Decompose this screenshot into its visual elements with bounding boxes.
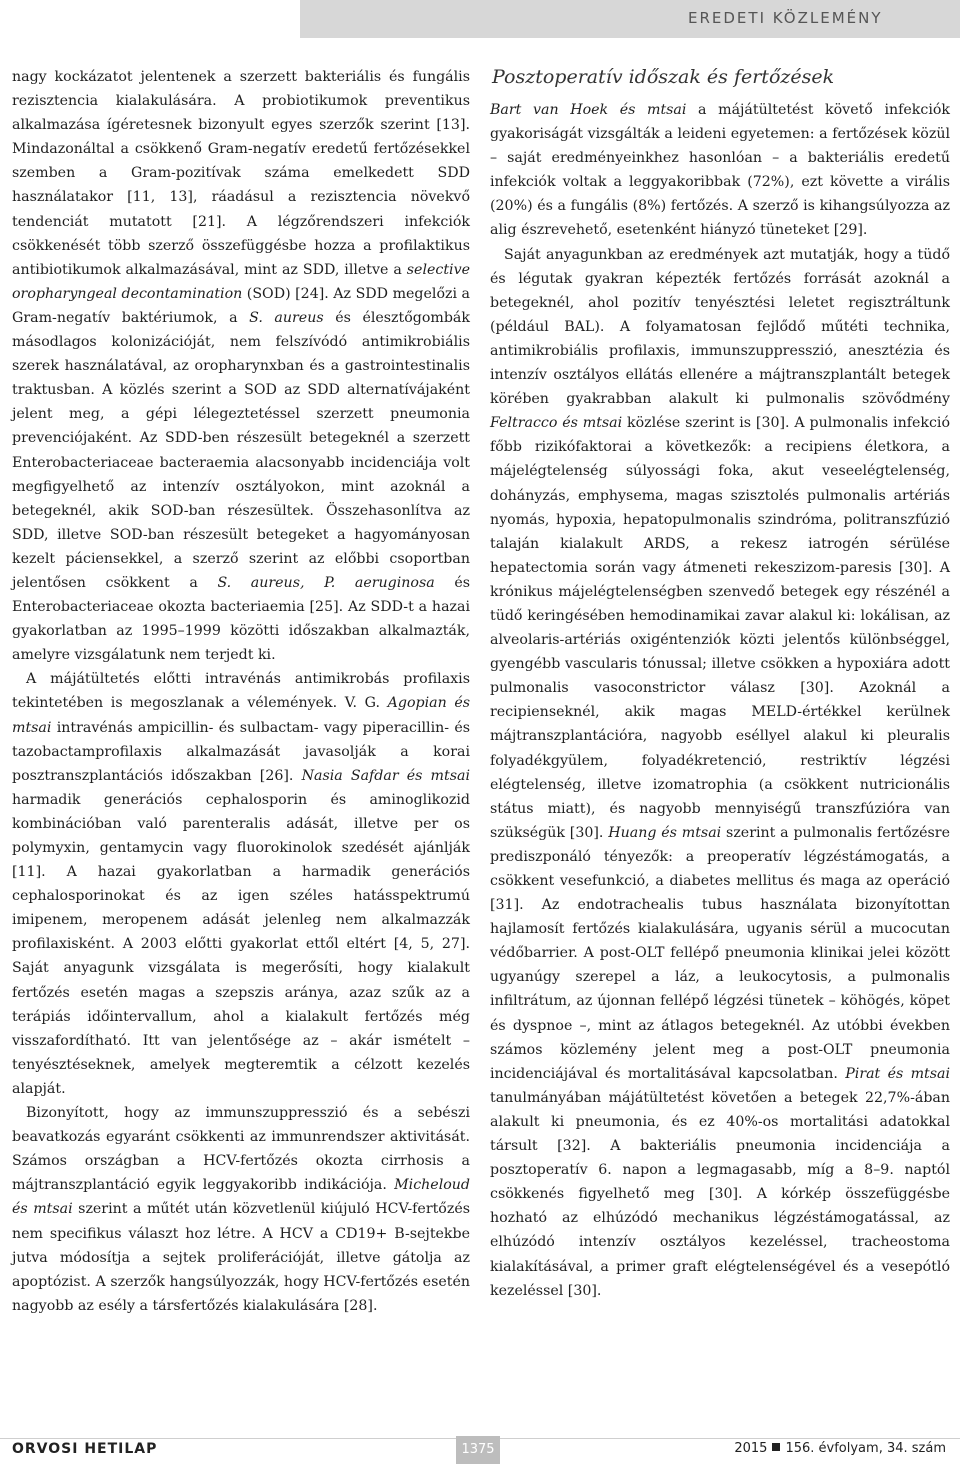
- square-bullet-icon: [772, 1443, 780, 1451]
- paragraph: nagy kockázatot jelentenek a szerzett bakteriális és fungális rezisztencia kialakulására. A probiotikumok preventikus alkalmazása ígéretesnek bizonyult egyes szerzők szerint [13]. Mindazonáltal a csökkenő Gram-negatív eredetű fertőzésekkel szemben a Gram-pozitívak száma emelkedett SDD használatakor [11, 13], ráadásul a rezisztencia növekvő tendenciát mutatott [21]. A légzőrendszeri infekciók csökkenését több szerző összefüggésbe hozza a profilaktikus antibiotikumok alkalmazásával, mint az SDD, illetve a selective oropharyngeal decontamination (SOD) [24]. Az SDD megelőzi a Gram-negatív baktériumok, a S. aureus és élesztőgombák másodlagos kolonizációját, nem felszívódó antimikrobiális szerek használatával, az oropharynxban és a gastrointestinalis traktusban. A közlés szerint a SOD az SDD alternatívájaként jelent meg, a gépi lélegeztetéssel szerzett pneumonia prevenciójaként. Az SDD-ben részesült betegeknél a szerzett Enterobacteriaceae bacteraemia alacsonyabb incidenciája volt megfigyelhető az intenzív osztályokon, mint azoknál a betegeknél, akik SOD-ban részesültek. Összehasonlítva az SDD, illetve SOD-ban részesült betegeket a hagyományosan kezelt páciensekkel, a szerző szerint az előbbi csoportban jelentősen csökkent a S. aureus, P. aeruginosa és Enterobacteriaceae okozta bacteriaemia [25]. Az SDD-t a hazai gyakorlatban az 1995–1999 közötti időszakban alkalmazták, amelyre vizsgálatunk nem terjedt ki.: [12, 69, 471, 664]
- paragraph: Bizonyított, hogy az immunszuppresszió és a sebészi beavatkozás egyaránt csökkenti az immunrendszer aktivitását. Számos országban a HCV-fertőzés okozta cirrhosis a májtranszplantáció egyik leggyakoribb indikációja. Micheloud és mtsai szerint a műtét után közvetlenül kiújuló HCV-fertőzés nem specifikus választ hoz létre. A HCV a CD19+ B-sejtekbe jutva módosítja a sejtek proliferációját, illetve gátolja az apoptózist. A szerzők hangsúlyozzák, hogy HCV-fertőzés esetén nagyobb az esély a társfertőzés kialakulására [28].: [12, 1105, 471, 1314]
- paragraph: A májátültetés előtti intravénás antimikrobás profilaxis tekintetében is megoszlanak a vélemények. V. G. Agopian és mtsai intravénás ampicillin- és sulbactam- vagy piperacillin- és tazobactamprofilaxis alkalmazását javasolják a korai posztranszplantációs időszakban [26]. Nasia Safdar és mtsai harmadik generációs cephalosporin és aminoglikozid kombinációban való parenteralis adását, illetve per os polymyxin, gentamycin vagy fluorokinolok szedését ajánlják [11]. A hazai gyakorlatban a harmadik generációs cephalosporinokat és az igen széles hatásspektrumú imipenem, meropenem adását jelenleg nem alkalmazzák profilaxisként. A 2003 előtti gyakorlat ettől eltért [4, 5, 27]. Saját anyagunk vizsgálata is megerősíti, hogy kialakult fertőzés esetén magas a szepszis aránya, azaz szűk az a terápiás időintervallum, ahol a kialakult fertőzés még visszafordítható. Itt van jelentősége az – akár ismételt – tenyésztéseknek, amelyek megteremtik a célzott kezelés alapját.: [12, 671, 470, 1097]
- left-column: [12, 65, 470, 1318]
- paragraph: Bart van Hoek és mtsai a májátültetést követő infekciók gyakoriságát vizsgálták a leideni egyetemen: a fertőzések közül – saját eredményeinkhez hasonlóan – a bakteriális eredetű infekciók voltak a leggyakoribbak (72%), ezt követte a virális (20%) és a fungális (8%) fertőzés. A szerző is kihangsúlyozza az alig észrevehető, esetenként hiányzó tüneteket [29].: [490, 102, 950, 239]
- page-number: 1375: [461, 1442, 495, 1457]
- right-column: [490, 98, 950, 1303]
- paragraph: Saját anyagunkban az eredmények azt mutatják, hogy a tüdő és légutak gyakran képezték fertőzés forrását azoknál a betegeknél, ahol pozitív tenyésztési leletet regisztráltunk (például BAL). A folyamatosan fejlődő műtéti technika, antimikrobiális profilaxis, immunszuppresszió, anesztézia és intenzív osztályos ellátás ellenére a májtranszplantált betegek körében gyakrabban alakult ki pulmonalis szövődmény Feltracco és mtsai közlése szerint is [30]. A pulmonalis infekció főbb rizikófaktorai a következők: a recipiens életkora, a májelégtelenség súlyossági foka, akut veseelégtelenség, dohányzás, emphysema, magas szisztolés pulmonalis artériás nyomás, hypoxia, hepatopulmonalis szindróma, politranszfúzió talaján kialakult ARDS, a rekesz iatrogén sérülése hepatectomia során vagy átmeneti rekeszizom-paresis [30]. A krónikus májelégtelenségben szenvedő betegek egy részénél a tüdő keringésében hemodinamikai zavar alakul ki: lokálisan, az alveolaris-artériás oxigéntenziók közti jelentős különbséggel, gyengébb vascularis tónussal; illetve csökken a hypoxiára adott pulmonalis vasoconstrictor válasz [30]. Azoknál a recipienseknél, akik magas MELD-értékkel kerülnek májtranszplantációra, nagyobb eséllyel alakul ki pleuralis folyadékgyülem, folyadékretenció, restriktív légzési elégtelenség, illetve izomatrophia (a csökkent nutricionális státus miatt), és nagyobb mennyiségű transzfúzióra van szükségük [30]. Huang és mtsai szerint a pulmonalis fertőzésre prediszponáló tényezők: a preoperatív légzéstámogatás, a csökkent vesefunkció, a diabetes mellitus és maga az operáció [31]. Az endotrachealis tubus használata bizonyítottan hajlamosít fertőzés kialakulására, ugyanis sérül a mucocutan védőbarrier. A post-OLT fellépő pneumonia klinikai jelei között ugyanúgy szerepel a láz, a leukocytosis, a pulmonalis infiltrátum, az újonnan fellépő légzési tünetek – köhögés, köpet és dyspnoe –, mint az átlagos betegeknél. Az utóbbi években számos közlemény jelent meg a post-OLT pneumonia incidenciájával és mortalitásával kapcsolatban. Pirat és mtsai tanulmányában májátültetést követően a betegek 22,7%-ában alakult ki pneumonia, és ez 40%-os mortalitási adatokkal társult [32]. A bakteriális pneumonia incidenciája a posztoperatív 6. napon a legmagasabb, míg a 8–9. naptól csökkenés figyelhető meg [30]. A kórkép összefüggésbe hozható az elhúzódó mechanikus légzéstámogatással, az elhúzódó intenzív osztályos kezeléssel, tracheostoma kialakításával, a primer graft elégtelenségével és a vesepótló kezeléssel [30].: [490, 246, 950, 1299]
- page-number-box: [456, 1436, 500, 1464]
- volume: 156. évfolyam, 34. szám: [785, 1441, 946, 1456]
- journal-name: ORVOSI HETILAP: [12, 1441, 158, 1457]
- issue-info: [734, 1441, 946, 1456]
- section-label: EREDETI KÖZLEMÉNY: [688, 9, 883, 27]
- header-bar: [300, 0, 960, 38]
- year: 2015: [734, 1441, 768, 1456]
- section-heading: Posztoperatív időszak és fertőzések: [492, 66, 835, 88]
